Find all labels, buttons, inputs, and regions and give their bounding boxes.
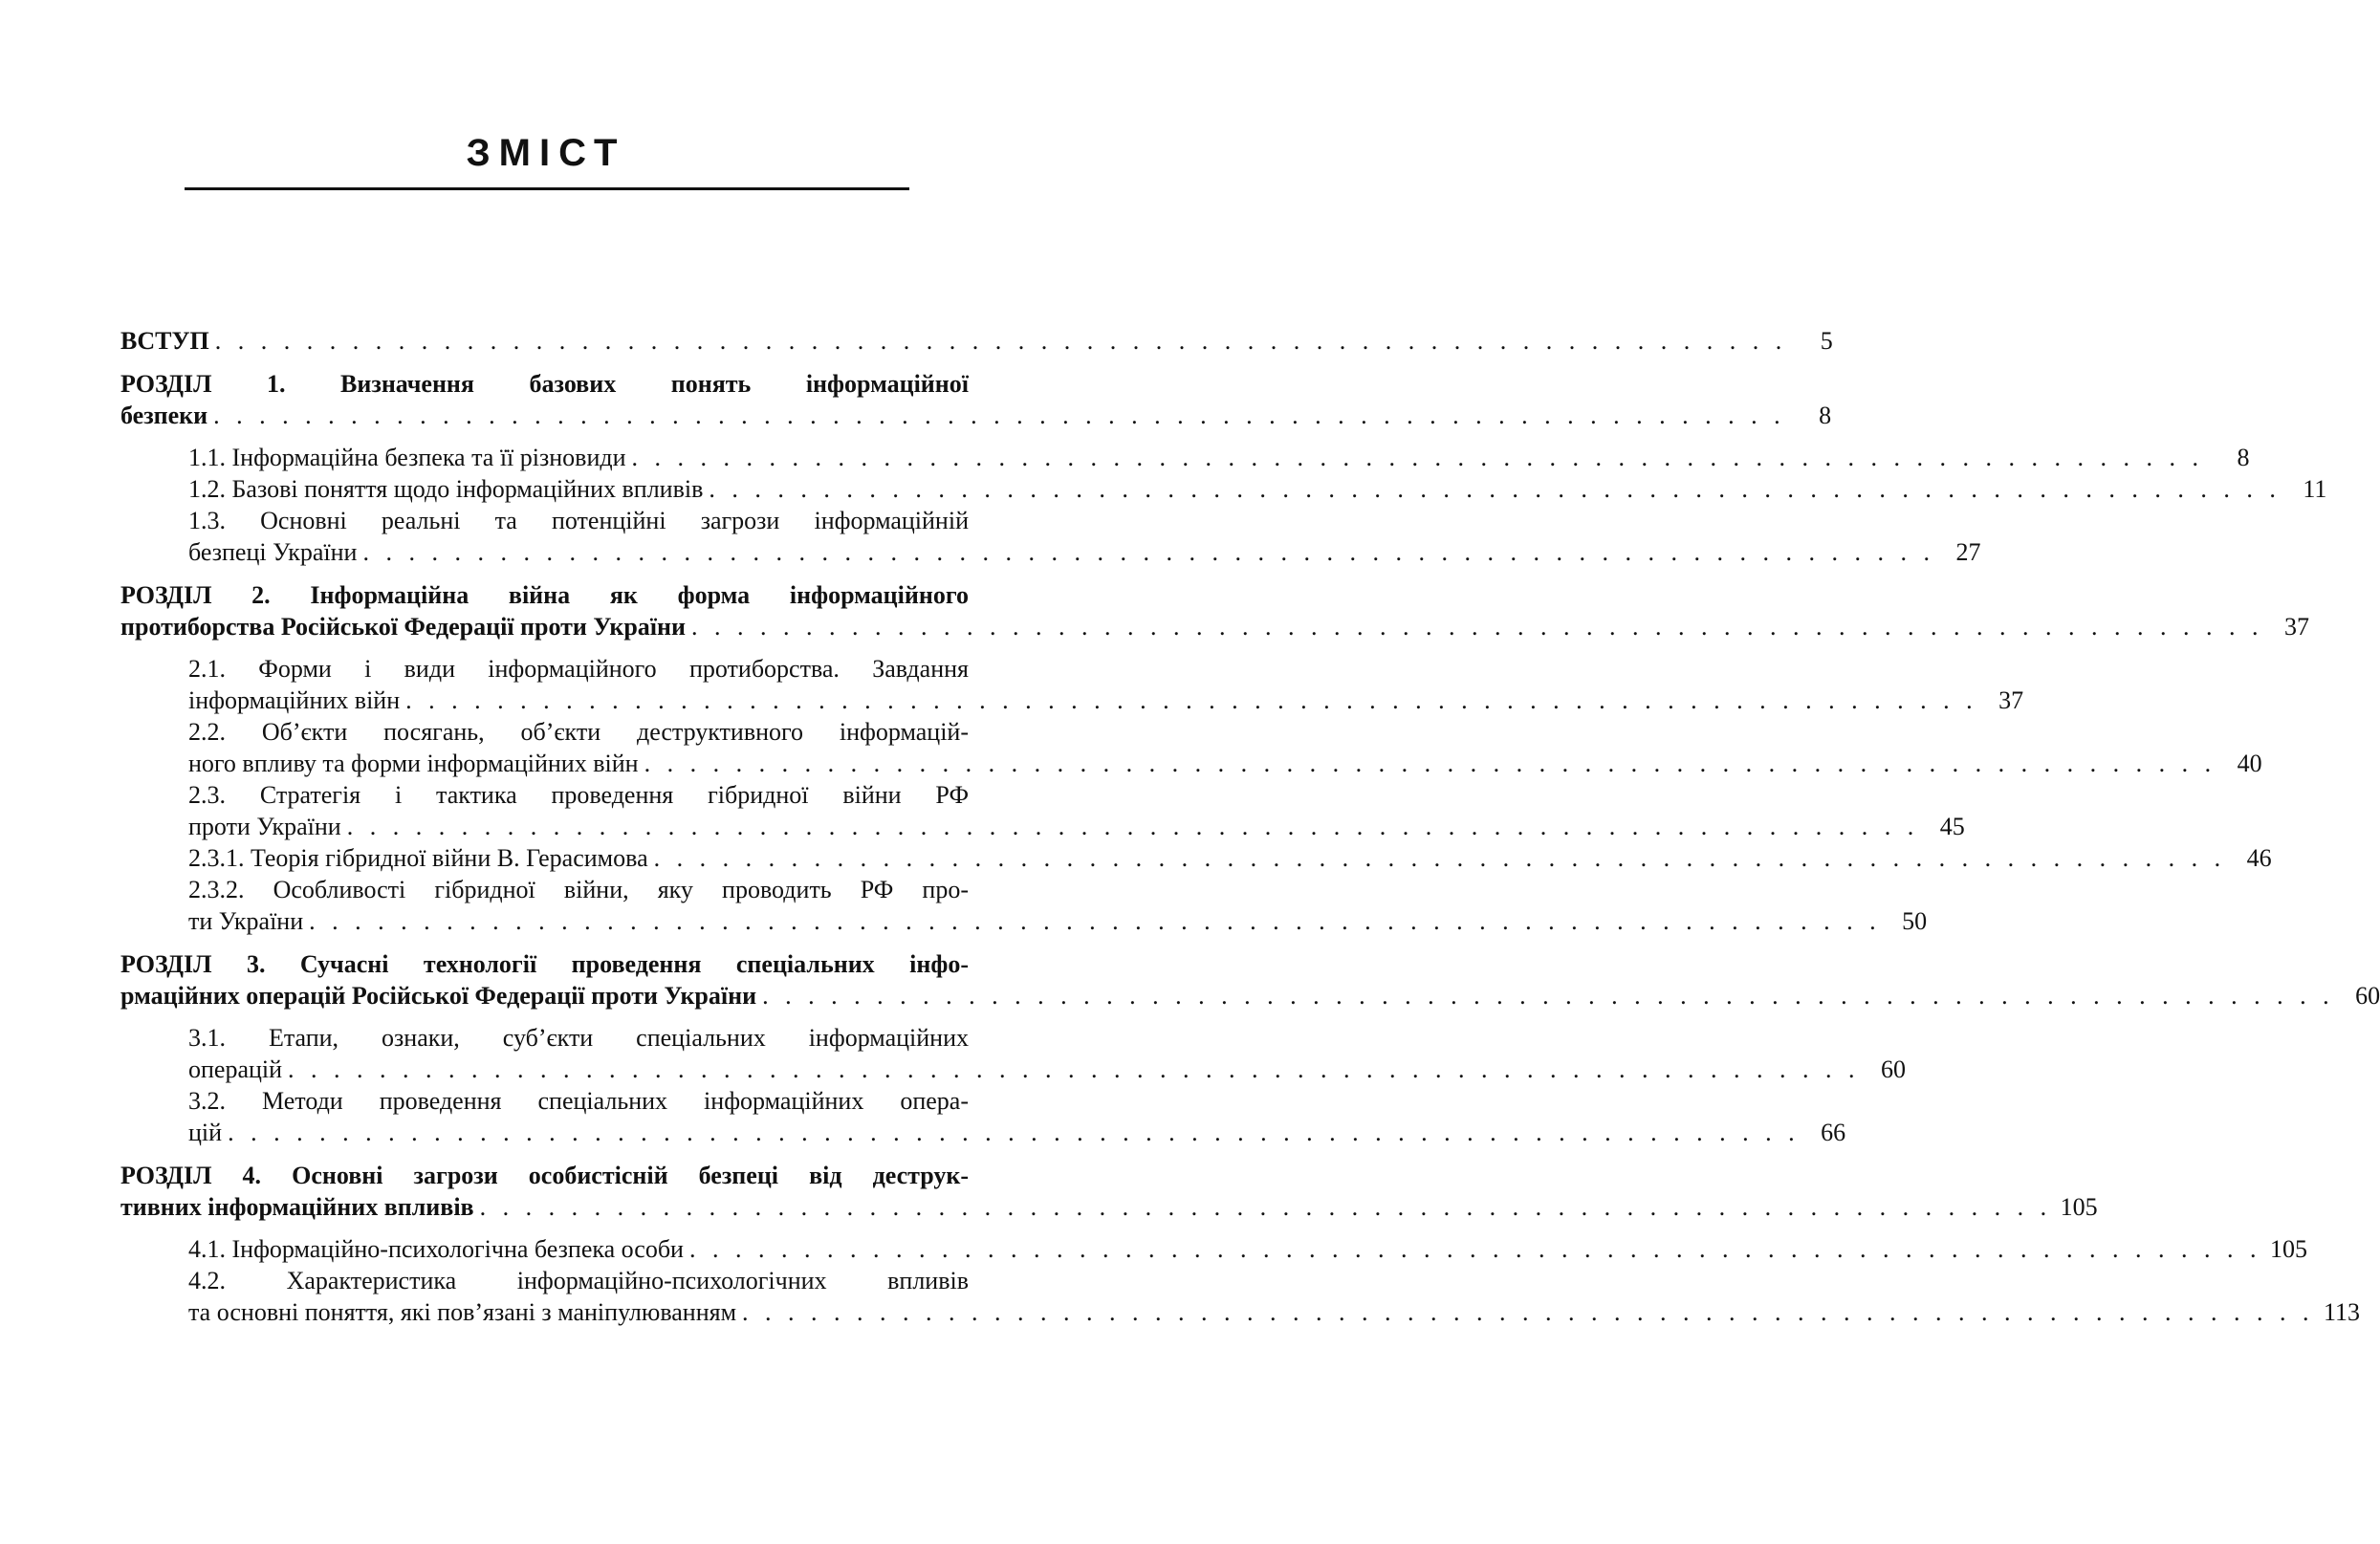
- toc-entry-title: операцій: [188, 1055, 283, 1083]
- page-number: 40: [2237, 750, 2262, 777]
- toc-entry-section-4-2[interactable]: [188, 1265, 2361, 1328]
- toc-entry-title: ти України: [188, 907, 304, 935]
- toc-entry-section-2-2[interactable]: [188, 716, 2262, 779]
- toc-entry-section-2-1[interactable]: [188, 653, 2024, 716]
- toc-entry-title: безпеки: [120, 402, 208, 429]
- leader-dots: . . . . . . . . . . . . . . . . . . . . . . . . . . . . . . . . . . . . . . . . . . . . . . . . . . . . . . . . . . . . . . . . . . . . .: [653, 844, 2226, 872]
- toc-entry-title-line: 3.2. Методи проведення спеціальних інформаційних опера-: [188, 1087, 969, 1115]
- toc-entry-last-line: [120, 980, 2380, 1011]
- toc-entry-title: проти України: [188, 813, 341, 840]
- toc-entry-title-line: 2.3. Стратегія і тактика проведення гібридної війни РФ: [188, 781, 969, 809]
- page-number: 60: [1881, 1055, 1907, 1083]
- toc-entry-title-line: РОЗДІЛ 2. Інформаційна війна як форма інформаційного: [120, 581, 969, 609]
- page-number: 37: [1998, 686, 2024, 714]
- leader-dots: . . . . . . . . . . . . . . . . . . . . . . . . . . . . . . . . . . . . . . . . . . . . . . . . . . . . . . . . . . . . . . . . . . . . .: [762, 982, 2335, 1010]
- toc-entry-last-line: [188, 842, 2272, 874]
- page-number: 105: [2060, 1193, 2098, 1221]
- toc-entry-title: протиборства Російської Федерації проти України: [120, 613, 686, 641]
- toc-entry-section-3-2[interactable]: [188, 1085, 1846, 1148]
- leader-dots: . . . . . . . . . . . . . . . . . . . . . . . . . . . . . . . . . . . . . . . . . . . . . . . . . . . . . . . . . . . . . . . . . . . . .: [288, 1055, 1861, 1083]
- leader-dots: . . . . . . . . . . . . . . . . . . . . . . . . . . . . . . . . . . . . . . . . . . . . . . . . . . . . . . . . . . . . . . . . . . . . .: [214, 327, 1787, 355]
- toc-entry-title: безпеці України: [188, 538, 358, 566]
- toc-entry-intro[interactable]: [120, 325, 1833, 357]
- title-divider: [185, 187, 909, 190]
- toc-entry-chapter-4[interactable]: [120, 1160, 2098, 1223]
- leader-dots: . . . . . . . . . . . . . . . . . . . . . . . . . . . . . . . . . . . . . . . . . . . . . . . . . . . . . . . . . . . . . . . . . . . . .: [690, 613, 2263, 641]
- toc-entry-title-line: РОЗДІЛ 3. Сучасні технології проведення спеціальних інфо-: [120, 950, 969, 978]
- toc-entry-title-line: 2.2. Об’єкти посягань, об’єкти деструктивного інформацій-: [188, 718, 969, 746]
- leader-dots: . . . . . . . . . . . . . . . . . . . . . . . . . . . . . . . . . . . . . . . . . . . . . . . . . . . . . . . . . . . . . . . . . . . . .: [346, 813, 1919, 840]
- toc-entry-last-line: [188, 1117, 1846, 1148]
- toc-entry-section-2-3-2[interactable]: [188, 874, 1928, 937]
- toc-entry-chapter-3[interactable]: [120, 948, 2380, 1011]
- page-number: 8: [1819, 402, 1832, 429]
- toc-entry-title-line: РОЗДІЛ 4. Основні загрози особистісній безпеці від деструк-: [120, 1162, 969, 1189]
- page-number: 60: [2355, 982, 2380, 1010]
- toc-entry-title: та основні поняття, які пов’язані з маніпулюванням: [188, 1298, 737, 1326]
- leader-dots: . . . . . . . . . . . . . . . . . . . . . . . . . . . . . . . . . . . . . . . . . . . . . . . . . . . . . . . . . . . . . . . . . . . . .: [644, 750, 2216, 777]
- toc-entry-title-line: 1.3. Основні реальні та потенційні загрози інформаційній: [188, 507, 969, 534]
- toc-entry-title: цій: [188, 1119, 223, 1146]
- toc-entry-title-line: 2.1. Форми і види інформаційного протиборства. Завдання: [188, 655, 969, 683]
- toc-entry-section-1-2[interactable]: [188, 473, 2327, 505]
- toc-entry-last-line: [188, 1054, 1907, 1085]
- leader-dots: . . . . . . . . . . . . . . . . . . . . . . . . . . . . . . . . . . . . . . . . . . . . . . . . . . . . . . . . . . . . . . . . . . . . .: [479, 1193, 2052, 1221]
- leader-dots: . . . . . . . . . . . . . . . . . . . . . . . . . . . . . . . . . . . . . . . . . . . . . . . . . . . . . . . . . . . . . . . . . . . . .: [631, 444, 2204, 471]
- toc-entry-last-line: [120, 400, 1832, 431]
- toc-entry-last-line: [188, 442, 2250, 473]
- leader-dots: . . . . . . . . . . . . . . . . . . . . . . . . . . . . . . . . . . . . . . . . . . . . . . . . . . . . . . . . . . . . . . . . . . . . .: [405, 686, 1978, 714]
- toc-entry-last-line: [188, 748, 2262, 779]
- page-number: 113: [2324, 1298, 2361, 1326]
- toc-entry-title: 1.1. Інформаційна безпека та її різновиди: [188, 444, 626, 471]
- toc-entry-section-1-3[interactable]: [188, 505, 1981, 568]
- toc-entry-last-line: [188, 811, 1965, 842]
- toc-entry-section-3-1[interactable]: [188, 1022, 1907, 1085]
- toc-entry-title: 1.2. Базові поняття щодо інформаційних впливів: [188, 475, 704, 503]
- toc-entry-section-2-3[interactable]: [188, 779, 1965, 842]
- page-number: 105: [2269, 1235, 2307, 1263]
- toc-entry-title: ного впливу та форми інформаційних війн: [188, 750, 639, 777]
- toc-entry-title: тивних інформаційних впливів: [120, 1193, 474, 1221]
- page-number: 8: [2237, 444, 2250, 471]
- page-number: 27: [1955, 538, 1981, 566]
- toc-entry-last-line: [120, 325, 1833, 357]
- toc-entry-title: інформаційних війн: [188, 686, 401, 714]
- toc-entry-title-line: 4.2. Характеристика інформаційно-психологічних впливів: [188, 1267, 969, 1294]
- leader-dots: . . . . . . . . . . . . . . . . . . . . . . . . . . . . . . . . . . . . . . . . . . . . . . . . . . . . . . . . . . . . . . . . . . . . .: [362, 538, 1935, 566]
- toc-entry-section-2-3-1[interactable]: [188, 842, 2272, 874]
- toc-entry-last-line: [120, 1191, 2098, 1223]
- toc-entry-last-line: [120, 611, 2309, 642]
- leader-dots: . . . . . . . . . . . . . . . . . . . . . . . . . . . . . . . . . . . . . . . . . . . . . . . . . . . . . . . . . . . . . . . . . . . . .: [688, 1235, 2261, 1263]
- page-number: 66: [1821, 1119, 1846, 1146]
- toc-entry-last-line: [188, 905, 1928, 937]
- toc-entry-chapter-1[interactable]: [120, 368, 1832, 431]
- leader-dots: . . . . . . . . . . . . . . . . . . . . . . . . . . . . . . . . . . . . . . . . . . . . . . . . . . . . . . . . . . . . . . . . . . . . .: [213, 402, 1786, 429]
- leader-dots: . . . . . . . . . . . . . . . . . . . . . . . . . . . . . . . . . . . . . . . . . . . . . . . . . . . . . . . . . . . . . . . . . . . . .: [228, 1119, 1801, 1146]
- leader-dots: . . . . . . . . . . . . . . . . . . . . . . . . . . . . . . . . . . . . . . . . . . . . . . . . . . . . . . . . . . . . . . . . . . . . .: [309, 907, 1882, 935]
- toc-entry-title-line: 3.1. Етапи, ознаки, суб’єкти спеціальних інформаційних: [188, 1024, 969, 1052]
- toc-entry-title: 4.1. Інформаційно-психологічна безпека особи: [188, 1235, 684, 1263]
- toc-entry-title-line: 2.3.2. Особливості гібридної війни, яку проводить РФ про-: [188, 876, 969, 903]
- leader-dots: . . . . . . . . . . . . . . . . . . . . . . . . . . . . . . . . . . . . . . . . . . . . . . . . . . . . . . . . . . . . . . . . . . . . .: [709, 475, 2282, 503]
- page-number: 5: [1820, 327, 1833, 355]
- toc-entry-title: рмаційних операцій Російської Федерації проти України: [120, 982, 757, 1010]
- page-number: 50: [1902, 907, 1928, 935]
- page-title: ЗМІСТ: [466, 132, 626, 174]
- toc-entry-section-4-1[interactable]: [188, 1233, 2307, 1265]
- toc-entry-last-line: [188, 473, 2327, 505]
- toc-entry-chapter-2[interactable]: [120, 579, 2309, 642]
- toc-entry-last-line: [188, 1233, 2307, 1265]
- page-number: 46: [2246, 844, 2272, 872]
- page-number: 45: [1939, 813, 1965, 840]
- leader-dots: . . . . . . . . . . . . . . . . . . . . . . . . . . . . . . . . . . . . . . . . . . . . . . . . . . . . . . . . . . . . . . . . . . . . .: [742, 1298, 2315, 1326]
- toc-entry-last-line: [188, 536, 1981, 568]
- toc-entry-title: ВСТУП: [120, 327, 209, 355]
- page-number: 37: [2283, 613, 2309, 641]
- toc-entry-section-1-1[interactable]: [188, 442, 2250, 473]
- page-number: 11: [2303, 475, 2327, 503]
- toc-entry-title: 2.3.1. Теорія гібридної війни В. Герасимова: [188, 844, 648, 872]
- toc-entry-last-line: [188, 685, 2024, 716]
- toc-entry-title-line: РОЗДІЛ 1. Визначення базових понять інформаційної: [120, 370, 969, 398]
- table-of-contents: [120, 325, 2380, 1328]
- toc-entry-last-line: [188, 1296, 2361, 1328]
